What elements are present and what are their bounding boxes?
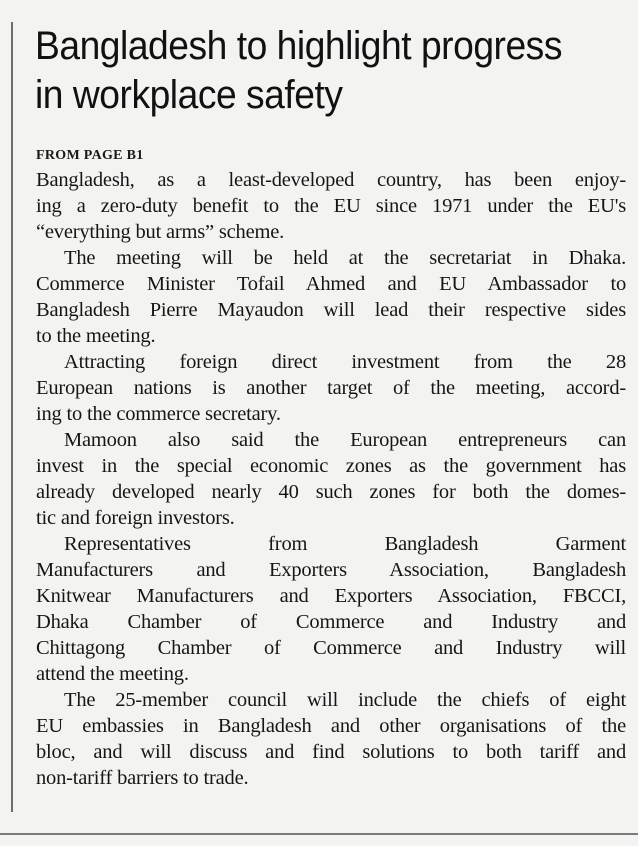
body-line: EU embassies in Bangladesh and other organisations of the xyxy=(36,715,626,737)
body-line: to the meeting. xyxy=(36,325,156,347)
body-line: The 25-member council will include the chiefs of eight xyxy=(64,689,626,711)
body-line: Mamoon also said the European entrepreneurs can xyxy=(64,429,626,451)
left-column-rule xyxy=(11,22,13,812)
headline-line: in workplace safety xyxy=(35,73,343,117)
body-line: The meeting will be held at the secretariat in Dhaka. xyxy=(64,247,626,269)
body-line: attend the meeting. xyxy=(36,663,189,685)
body-line: Attracting foreign direct investment from the 28 xyxy=(64,351,626,373)
body-line: already developed nearly 40 such zones for both the domes- xyxy=(36,481,626,503)
body-line: Chittagong Chamber of Commerce and Industry will xyxy=(36,637,626,659)
article-body xyxy=(36,167,626,791)
body-line: Bangladesh, as a least-developed country, has been enjoy- xyxy=(36,169,626,191)
body-line: Manufacturers and Exporters Association, Bangladesh xyxy=(36,559,626,581)
body-line: Representatives from Bangladesh Garment xyxy=(64,533,626,555)
bottom-column-rule xyxy=(0,833,638,835)
body-line: European nations is another target of the meeting, accord- xyxy=(36,377,626,399)
headline xyxy=(35,22,589,120)
body-line: invest in the special economic zones as the government has xyxy=(36,455,626,477)
body-line: non-tariff barriers to trade. xyxy=(36,767,249,789)
headline-line: Bangladesh to highlight progress xyxy=(35,24,562,68)
body-line: bloc, and will discuss and find solutions to both tariff and xyxy=(36,741,626,763)
body-line: Commerce Minister Tofail Ahmed and EU Ambassador to xyxy=(36,273,626,295)
jump-line: FROM PAGE B1 xyxy=(36,148,144,163)
body-line: ing to the commerce secretary. xyxy=(36,403,281,425)
body-line: tic and foreign investors. xyxy=(36,507,235,529)
body-line: Dhaka Chamber of Commerce and Industry and xyxy=(36,611,626,633)
body-line: Knitwear Manufacturers and Exporters Association, FBCCI, xyxy=(36,585,626,607)
body-line: “everything but arms” scheme. xyxy=(36,221,285,243)
body-line: Bangladesh Pierre Mayaudon will lead their respective sides xyxy=(36,299,626,321)
body-line: ing a zero-duty benefit to the EU since 1971 under the EU's xyxy=(36,195,626,217)
